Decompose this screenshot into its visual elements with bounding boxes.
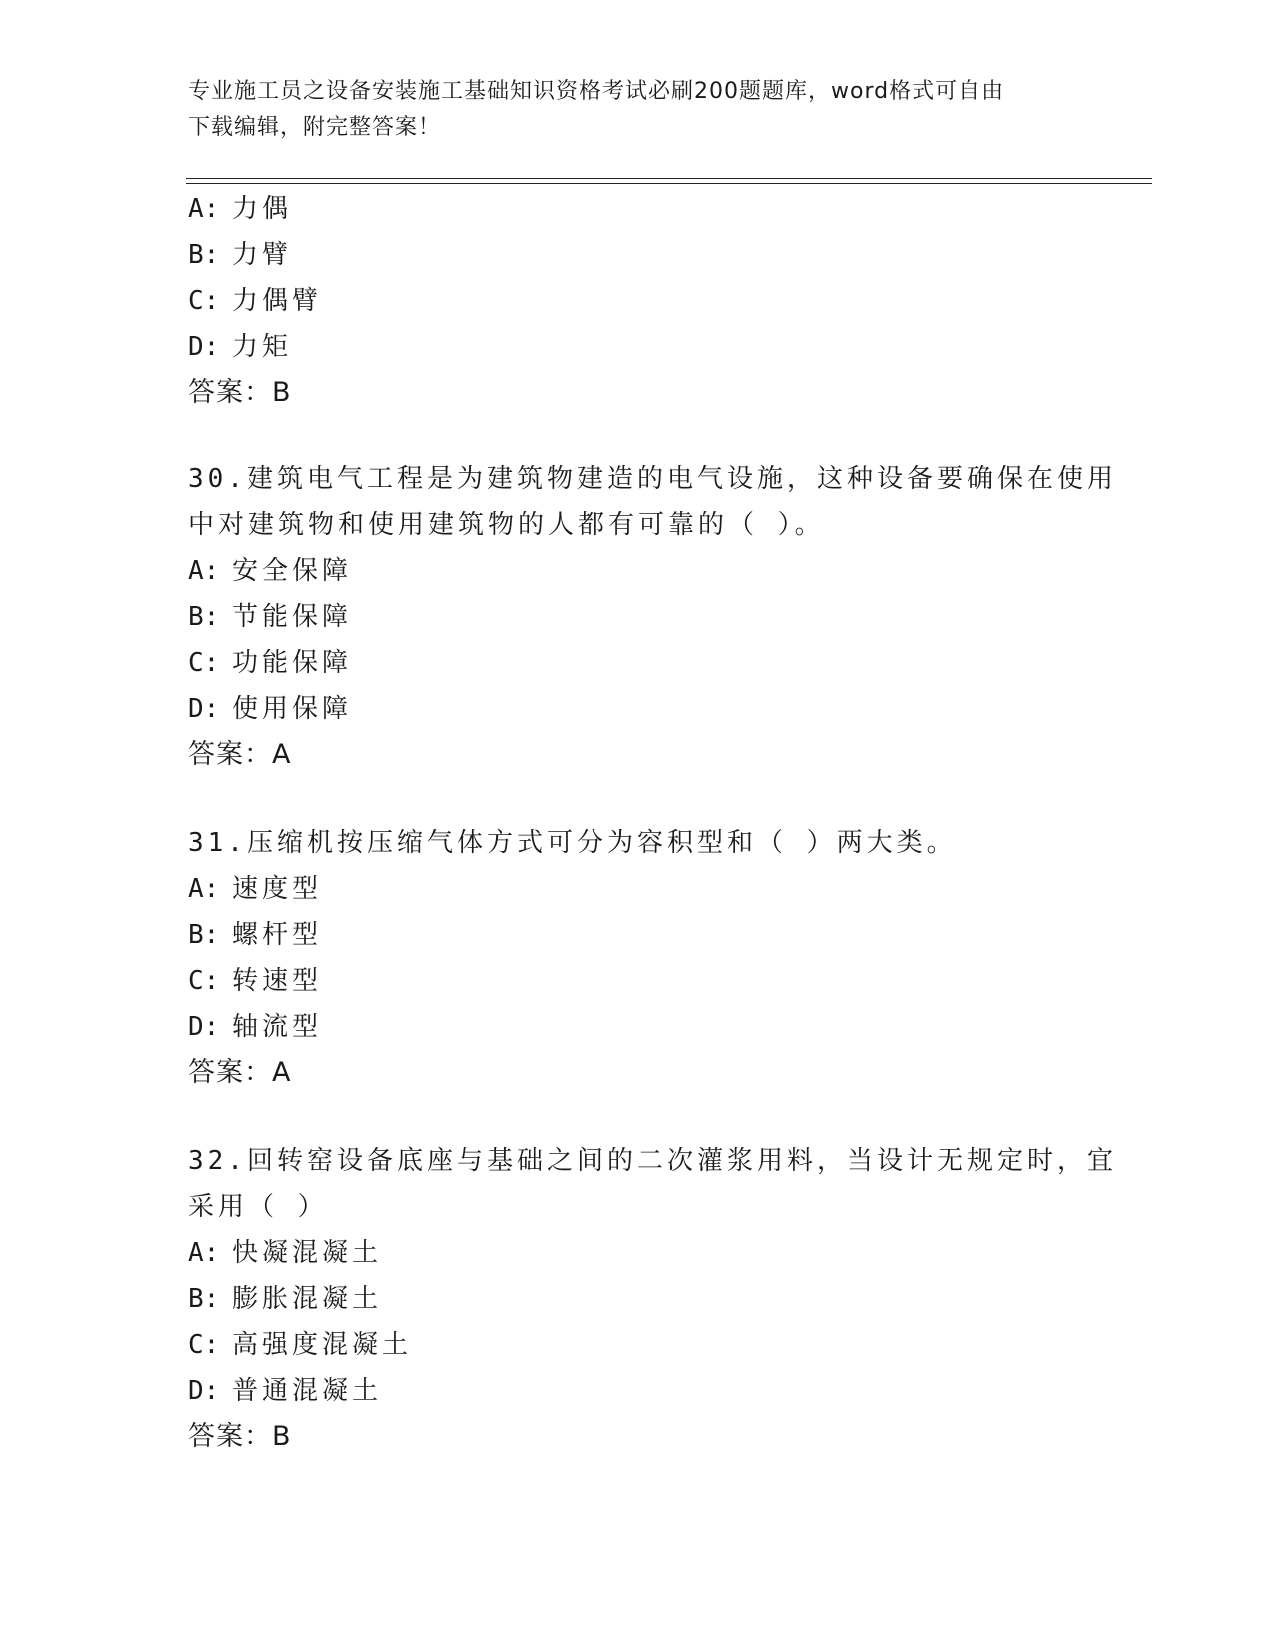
option-text: 高强度混凝土: [232, 1330, 413, 1360]
option-d: [188, 686, 1088, 732]
option-b: [188, 232, 1088, 278]
option-text: 力偶: [232, 194, 293, 224]
option-c: [188, 1322, 1088, 1368]
option-text: 转速型: [232, 966, 323, 996]
question-32: [188, 1138, 1117, 1460]
question-title-line-2: 采用（ ）: [188, 1192, 328, 1222]
question-29: [188, 186, 1088, 416]
option-letter: C:: [188, 1330, 220, 1360]
option-text: 力矩: [232, 332, 293, 362]
header-rule-top: [186, 178, 1152, 179]
header-line-1: 专业施工员之设备安装施工基础知识资格考试必刷200题题库，word格式可自由: [188, 79, 1005, 104]
option-letter: D:: [188, 332, 220, 362]
option-letter: C:: [188, 966, 220, 996]
option-letter: A:: [188, 1238, 220, 1268]
option-letter: B:: [188, 1284, 220, 1314]
option-letter: A:: [188, 556, 220, 586]
option-letter: D:: [188, 1012, 220, 1042]
option-c: [188, 640, 1088, 686]
question-title-line-1: 32.回转窑设备底座与基础之间的二次灌浆用料，当设计无规定时，宜: [188, 1146, 1117, 1176]
option-text: 安全保障: [232, 556, 353, 586]
option-b: [188, 1276, 1088, 1322]
option-text: 普通混凝土: [232, 1376, 383, 1406]
option-text: 功能保障: [232, 648, 353, 678]
option-text: 速度型: [232, 874, 323, 904]
answer-line: 答案：B: [188, 377, 292, 408]
option-d: [188, 1004, 1088, 1050]
option-text: 力偶臂: [232, 286, 323, 316]
question-title-line-1: 31.压缩机按压缩气体方式可分为容积型和（ ）两大类。: [188, 828, 957, 858]
option-c: [188, 278, 1088, 324]
option-text: 节能保障: [232, 602, 353, 632]
option-letter: A:: [188, 194, 220, 224]
option-d: [188, 1368, 1088, 1414]
answer-line: 答案：A: [188, 739, 292, 770]
option-text: 轴流型: [232, 1012, 323, 1042]
option-letter: B:: [188, 240, 220, 270]
answer-line: 答案：B: [188, 1421, 292, 1452]
option-letter: A:: [188, 874, 220, 904]
option-letter: C:: [188, 286, 220, 316]
header-rule-bottom: [186, 183, 1152, 184]
option-letter: D:: [188, 694, 220, 724]
answer-line: 答案：A: [188, 1057, 292, 1088]
option-letter: B:: [188, 920, 220, 950]
question-title-line-1: 30.建筑电气工程是为建筑物建造的电气设施，这种设备要确保在使用: [188, 464, 1117, 494]
option-c: [188, 958, 1088, 1004]
option-text: 螺杆型: [232, 920, 323, 950]
document-header: [188, 74, 1068, 146]
option-text: 膨胀混凝土: [232, 1284, 383, 1314]
option-a: [188, 866, 1088, 912]
option-text: 使用保障: [232, 694, 353, 724]
question-30: [188, 456, 1117, 778]
header-line-2: 下载编辑，附完整答案！: [188, 115, 442, 140]
option-b: [188, 912, 1088, 958]
option-letter: D:: [188, 1376, 220, 1406]
option-a: [188, 186, 1088, 232]
option-text: 快凝混凝土: [232, 1238, 383, 1268]
option-letter: C:: [188, 648, 220, 678]
option-text: 力臂: [232, 240, 293, 270]
option-a: [188, 1230, 1088, 1276]
option-d: [188, 324, 1088, 370]
option-letter: B:: [188, 602, 220, 632]
option-a: [188, 548, 1088, 594]
question-31: [188, 820, 1088, 1096]
question-title-line-2: 中对建筑物和使用建筑物的人都有可靠的（ ）。: [188, 510, 825, 540]
option-b: [188, 594, 1088, 640]
